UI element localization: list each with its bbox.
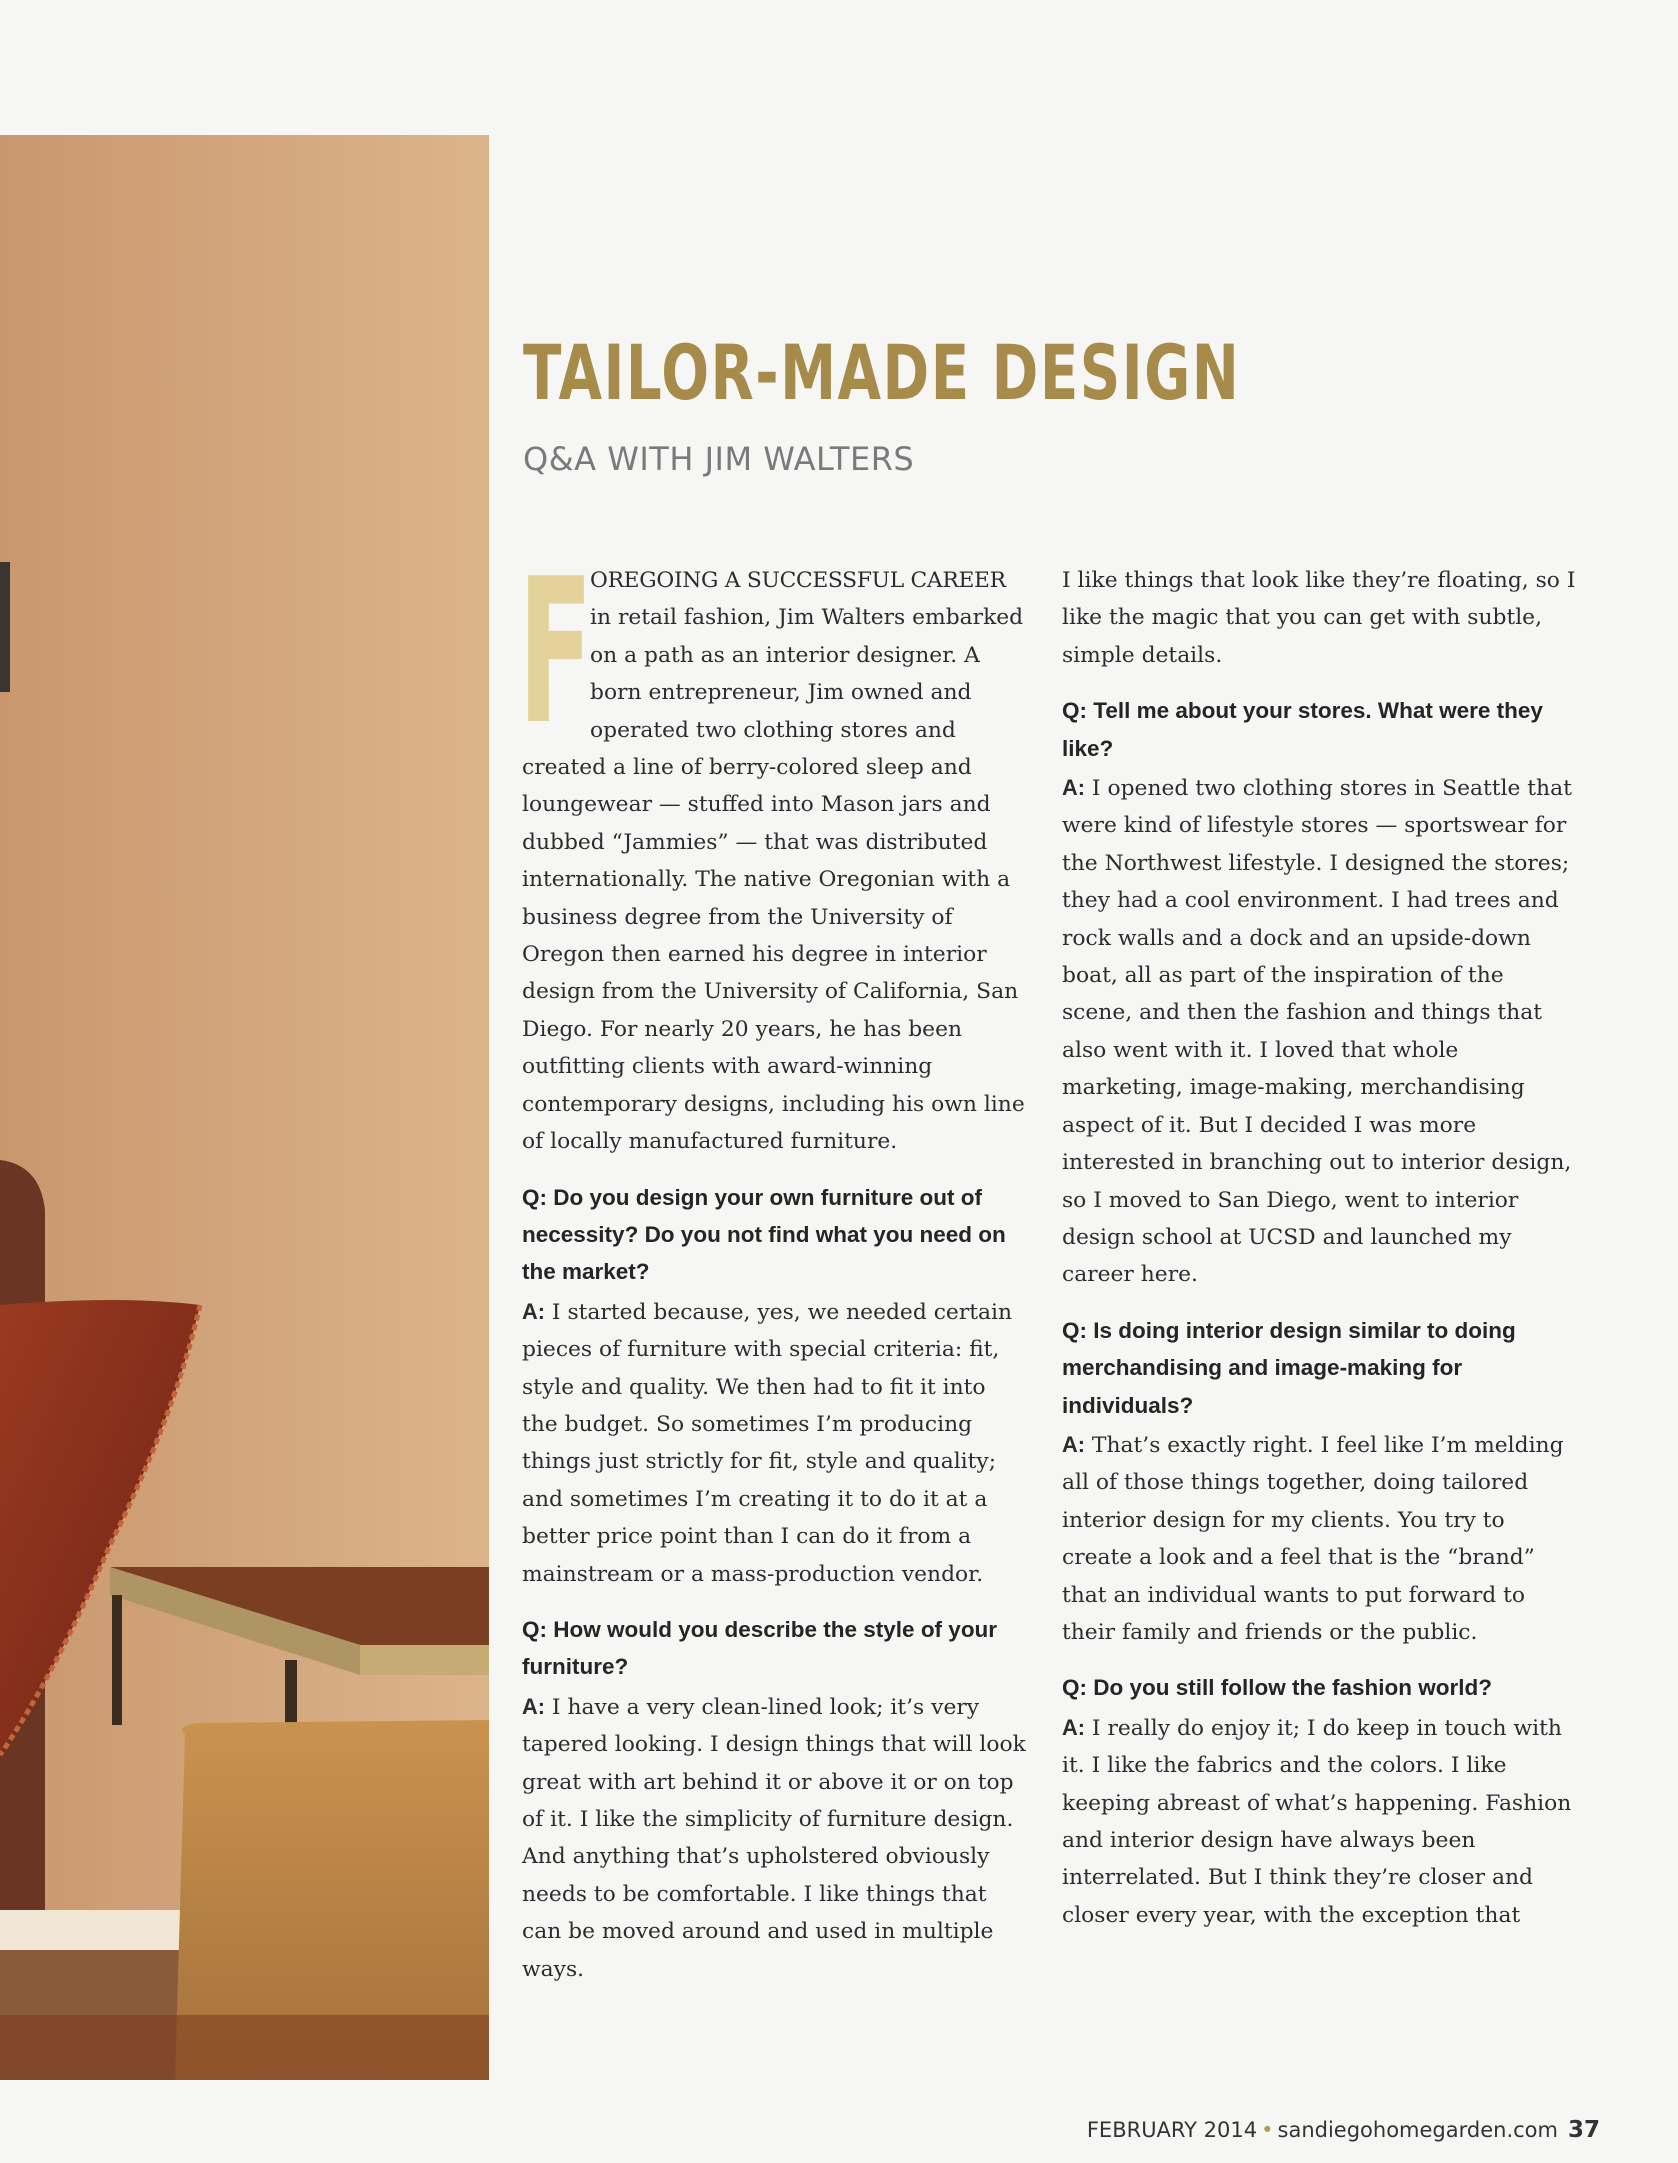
question: Q: Is doing interior design similar to doing merchandising and image-making for individuals? xyxy=(1062,1317,1516,1418)
question: Q: How would you describe the style of your furniture? xyxy=(522,1616,998,1680)
question: Q: Tell me about your stores. What were they like? xyxy=(1062,698,1543,761)
answer-text: I really do enjoy it; I do keep in touch with it. I like the fabrics and the colors. I like keeping abreast of what’s happening. Fashion and interior design have always been interrelated. But I think they’re closer and closer every year, with the exception that xyxy=(1062,1715,1572,1928)
answer-label: A: xyxy=(1062,775,1085,801)
answer-label: A: xyxy=(1062,1714,1085,1740)
text-column-right xyxy=(1062,562,1576,1934)
page-footer xyxy=(1080,2117,1600,2143)
question: Q: Do you design your own furniture out of necessity? Do you not find what you need on the market? xyxy=(522,1184,1006,1285)
lead-caps: OREGOING A SUCCESSFUL CAREER xyxy=(590,568,1006,593)
footer-separator: • xyxy=(1261,2118,1274,2142)
continued-answer: I like things that look like they’re floating, so I like the magic that you can get with subtle, simple details. xyxy=(1062,568,1576,668)
answer-text: I started because, yes, we needed certain pieces of furniture with special criteria: fit, style and quality. We then had to fit it into the budget. So sometimes I’m producing things just strictly for fit, style and quality; and sometimes I’m creating it to do it at a better price point than I can do it from a mainstream or a mass-production vendor. xyxy=(522,1299,1013,1587)
answer-text: I opened two clothing stores in Seattle that were kind of lifestyle stores — sportswear for the Northwest lifestyle. I designed the stores; they had a cool environment. I had trees and rock walls and a dock and an upside-down boat, all as part of the inspiration of the scene, and then the fashion and things that also went with it. I loved that whole marketing, image-making, merchandising aspect of it. But I decided I was more interested in branching out to interior design, so I moved to San Diego, went to interior design school at UCSD and launched my career here. xyxy=(1062,776,1572,1288)
answer xyxy=(1062,769,1576,1294)
answer xyxy=(1062,1426,1576,1651)
issue-date: FEBRUARY 2014 xyxy=(1086,2118,1258,2142)
answer xyxy=(1062,1709,1576,1934)
intro-text: in retail fashion, Jim Walters embarked on a path as an interior designer. A born entrepreneur, Jim owned and operated two clothing stores and created a line of berry-colored sleep and loungewear — stuffed into Mason jars and dubbed “Jammies” — that was distributed internationally. The native Oregonian with a business degree from the University of Oregon then earned his degree in interior design from the University of California, San Diego. For nearly 20 years, he has been outfitting clients with award-winning contemporary designs, including his own line of locally manufactured furniture. xyxy=(522,605,1025,1155)
page-number: 37 xyxy=(1567,2117,1600,2143)
answer-text: That’s exactly right. I feel like I’m melding all of those things together, doing tailored interior design for my clients. You try to create a look and a feel that is the “brand” that an individual wants to put forward to their family and friends or the public. xyxy=(1062,1432,1564,1645)
website-link[interactable]: sandiegohomegarden.com xyxy=(1277,2118,1558,2142)
question: Q: Do you still follow the fashion world? xyxy=(1062,1675,1492,1701)
answer-label: A: xyxy=(522,1693,545,1719)
text-column-left xyxy=(518,536,1027,1988)
article-subtitle: Q&A WITH JIM WALTERS xyxy=(523,440,915,478)
answer xyxy=(522,1688,1027,1988)
interior-photo xyxy=(0,135,489,2080)
photo-illustration xyxy=(0,135,489,2080)
intro-paragraph xyxy=(518,536,1027,1161)
article-title: TAILOR-MADE DESIGN xyxy=(523,328,1241,417)
answer-label: A: xyxy=(1062,1431,1085,1457)
answer-label: A: xyxy=(522,1298,545,1324)
answer-text: I have a very clean-lined look; it’s very tapered looking. I design things that will look great with art behind it or above it or on top of it. I like the simplicity of furniture design. And anything that’s upholstered obviously needs to be comfortable. I like things that can be moved around and used in multiple ways. xyxy=(522,1694,1026,1982)
answer xyxy=(522,1293,1027,1593)
drop-cap: F xyxy=(518,536,594,769)
